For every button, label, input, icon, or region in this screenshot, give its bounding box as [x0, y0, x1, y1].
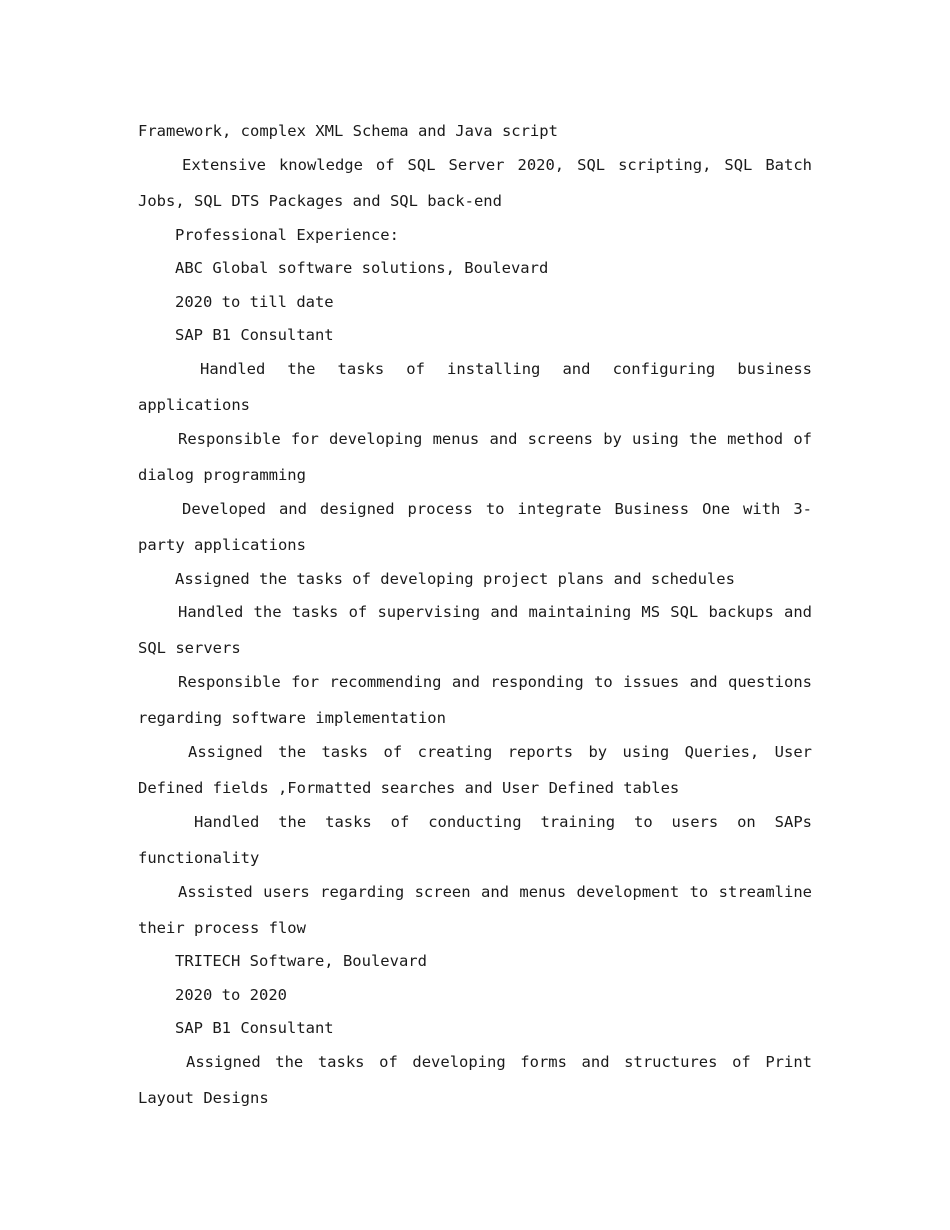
- text-line: Handled the tasks of installing and configuring business: [200, 360, 812, 378]
- text-line: dialog programming: [138, 466, 306, 484]
- text-line: functionality: [138, 849, 260, 867]
- text-line: Responsible for developing menus and screens by using the method of: [178, 430, 812, 448]
- section-heading: Professional Experience:: [175, 226, 399, 244]
- text-line: regarding software implementation: [138, 709, 446, 727]
- text-line: Extensive knowledge of SQL Server 2020, SQL scripting, SQL Batch: [182, 156, 812, 174]
- company-name: ABC Global software solutions, Boulevard: [175, 259, 549, 277]
- text-line: Defined fields ,Formatted searches and User Defined tables: [138, 779, 680, 797]
- text-line: their process flow: [138, 919, 306, 937]
- text-line: Jobs, SQL DTS Packages and SQL back-end: [138, 192, 502, 210]
- text-line: Assigned the tasks of developing forms and structures of Print: [186, 1053, 812, 1071]
- text-line: Responsible for recommending and responding to issues and questions: [178, 673, 812, 691]
- text-line: Assigned the tasks of creating reports by using Queries, User: [188, 743, 812, 761]
- text-line: Framework, complex XML Schema and Java script: [138, 122, 558, 140]
- date-range: 2020 to till date: [175, 293, 334, 311]
- text-line: Assigned the tasks of developing project plans and schedules: [175, 570, 735, 588]
- job-title: SAP B1 Consultant: [175, 326, 334, 344]
- text-line: applications: [138, 396, 250, 414]
- text-line: SQL servers: [138, 639, 241, 657]
- company-name: TRITECH Software, Boulevard: [175, 952, 427, 970]
- text-line: Handled the tasks of supervising and maintaining MS SQL backups and: [178, 603, 812, 621]
- text-line: Developed and designed process to integrate Business One with 3-: [182, 500, 812, 518]
- text-line: party applications: [138, 536, 306, 554]
- text-line: Assisted users regarding screen and menus development to streamline: [178, 883, 812, 901]
- job-title: SAP B1 Consultant: [175, 1019, 334, 1037]
- text-line: Layout Designs: [138, 1089, 269, 1107]
- date-range: 2020 to 2020: [175, 986, 287, 1004]
- text-line: Handled the tasks of conducting training to users on SAPs: [194, 813, 812, 831]
